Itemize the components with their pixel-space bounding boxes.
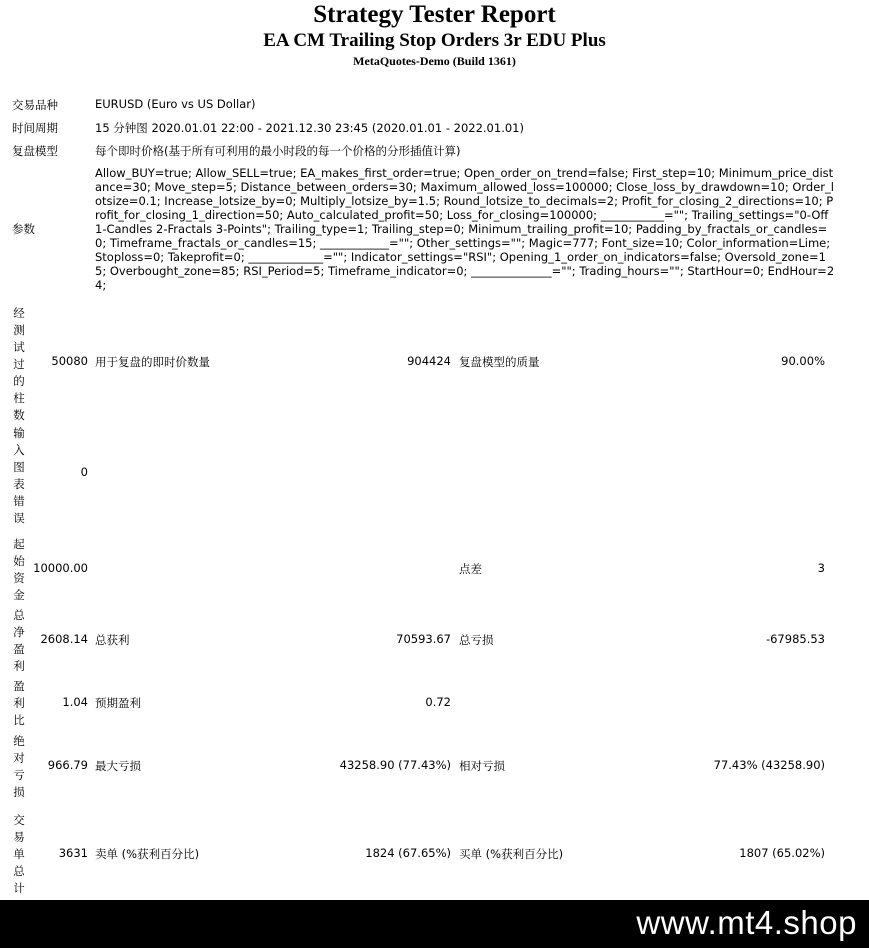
deposit-label: 起始资金 [13,537,25,602]
net-profit-value: 2608.14 [40,632,88,646]
total-trades-value: 3631 [58,846,88,860]
max-drawdown-value: 43258.90 (77.43%) [339,758,451,772]
long-trades-label: 买单 (%获利百分比) [459,847,564,861]
profit-factor-label: 盈利比 [13,679,25,727]
watermark-bar [0,900,869,948]
short-trades-value: 1824 (67.65%) [365,846,451,860]
symbol-value: EURUSD (Euro vs US Dollar) [95,97,256,111]
quality-value: 90.00% [781,354,825,368]
abs-drawdown-label: 绝对亏损 [13,734,25,799]
period-label: 时间周期 [12,121,58,135]
watermark-text: www.mt4.shop [636,904,857,941]
rel-drawdown-label: 相对亏损 [459,759,505,773]
model-label: 复盘模型 [12,144,58,158]
total-trades-label: 交易单总计 [13,813,25,895]
gross-profit-value: 70593.67 [396,632,451,646]
deposit-value: 10000.00 [33,561,88,575]
abs-drawdown-value: 966.79 [47,758,88,772]
bars-value: 50080 [51,354,88,368]
errors-label: 输入图表错误 [13,426,25,525]
profit-factor-value: 1.04 [62,695,88,709]
short-trades-label: 卖单 (%获利百分比) [95,847,200,861]
params-value: Allow_BUY=true; Allow_SELL=true; EA_makes_first_order=true; Open_order_on_trend=false; First_step=10; Minimum_price_distance=30; Move_step=5; Distance_between_orders=30; Maximum_allowed_loss=100000; Close_loss_by_drawdown=10; Order_lotsize=0.1; Increase_lotsize_by=0; Multiply_lotsize_by=1.5; Round_lotsize_to_decimals=2; Profit_for_closing_2_directions=10; Profit_for_closing_1_direction=50; Auto_calculated_profit=50; Loss_for_closing=100000; ___________=""; Trailing_settings="0-Off 1-Candles 2-Fractals 3-Points"; Trailing_type=1; Trailing_step=0; Minimum_trailing_profit=10; Padding_by_fractals_or_candles=0; Timeframe_fractals_or_candles=15; ____________=""; Other_settings=""; Magic=777; Font_size=10; Color_information=Lime; Stoploss=0; Takeprofit=0; _____________=""; Indicator_settings="RSI"; Opening_1_order_on_indicators=false; Oversold_zone=15; Overbought_zone=85; RSI_Period=5; Timeframe_indicator=0; ______________=""; Trading_hours=""; StartHour=0; EndHour=24; [95,166,835,292]
errors-value: 0 [80,465,88,479]
rel-drawdown-value: 77.43% (43258.90) [713,758,825,772]
max-drawdown-label: 最大亏损 [95,759,141,773]
ticks-label: 用于复盘的即时价数量 [95,355,210,369]
spread-value: 3 [817,561,825,575]
payoff-label: 预期盈利 [95,696,141,710]
gross-profit-label: 总获利 [95,633,130,647]
ticks-value: 904424 [407,354,451,368]
gross-loss-value: -67985.53 [765,632,825,646]
bars-label: 经测试过的柱数 [13,306,25,422]
payoff-value: 0.72 [425,695,451,709]
ea-name: EA CM Trailing Stop Orders 3r EDU Plus [263,30,606,51]
server-build: MetaQuotes-Demo (Build 1361) [353,54,516,68]
period-value: 15 分钟图 2020.01.01 22:00 - 2021.12.30 23:45 (2020.01.01 - 2022.01.01) [95,121,524,135]
report-header [0,0,869,69]
model-value: 每个即时价格(基于所有可利用的最小时段的每一个价格的分形插值计算) [95,144,461,158]
spread-label: 点差 [459,562,482,576]
net-profit-label: 总净盈利 [13,608,25,673]
gross-loss-label: 总亏损 [459,633,494,647]
quality-label: 复盘模型的质量 [459,355,540,369]
params-label: 参数 [12,222,35,236]
symbol-label: 交易品种 [12,98,58,112]
long-trades-value: 1807 (65.02%) [739,846,825,860]
report-title: Strategy Tester Report [313,1,556,28]
